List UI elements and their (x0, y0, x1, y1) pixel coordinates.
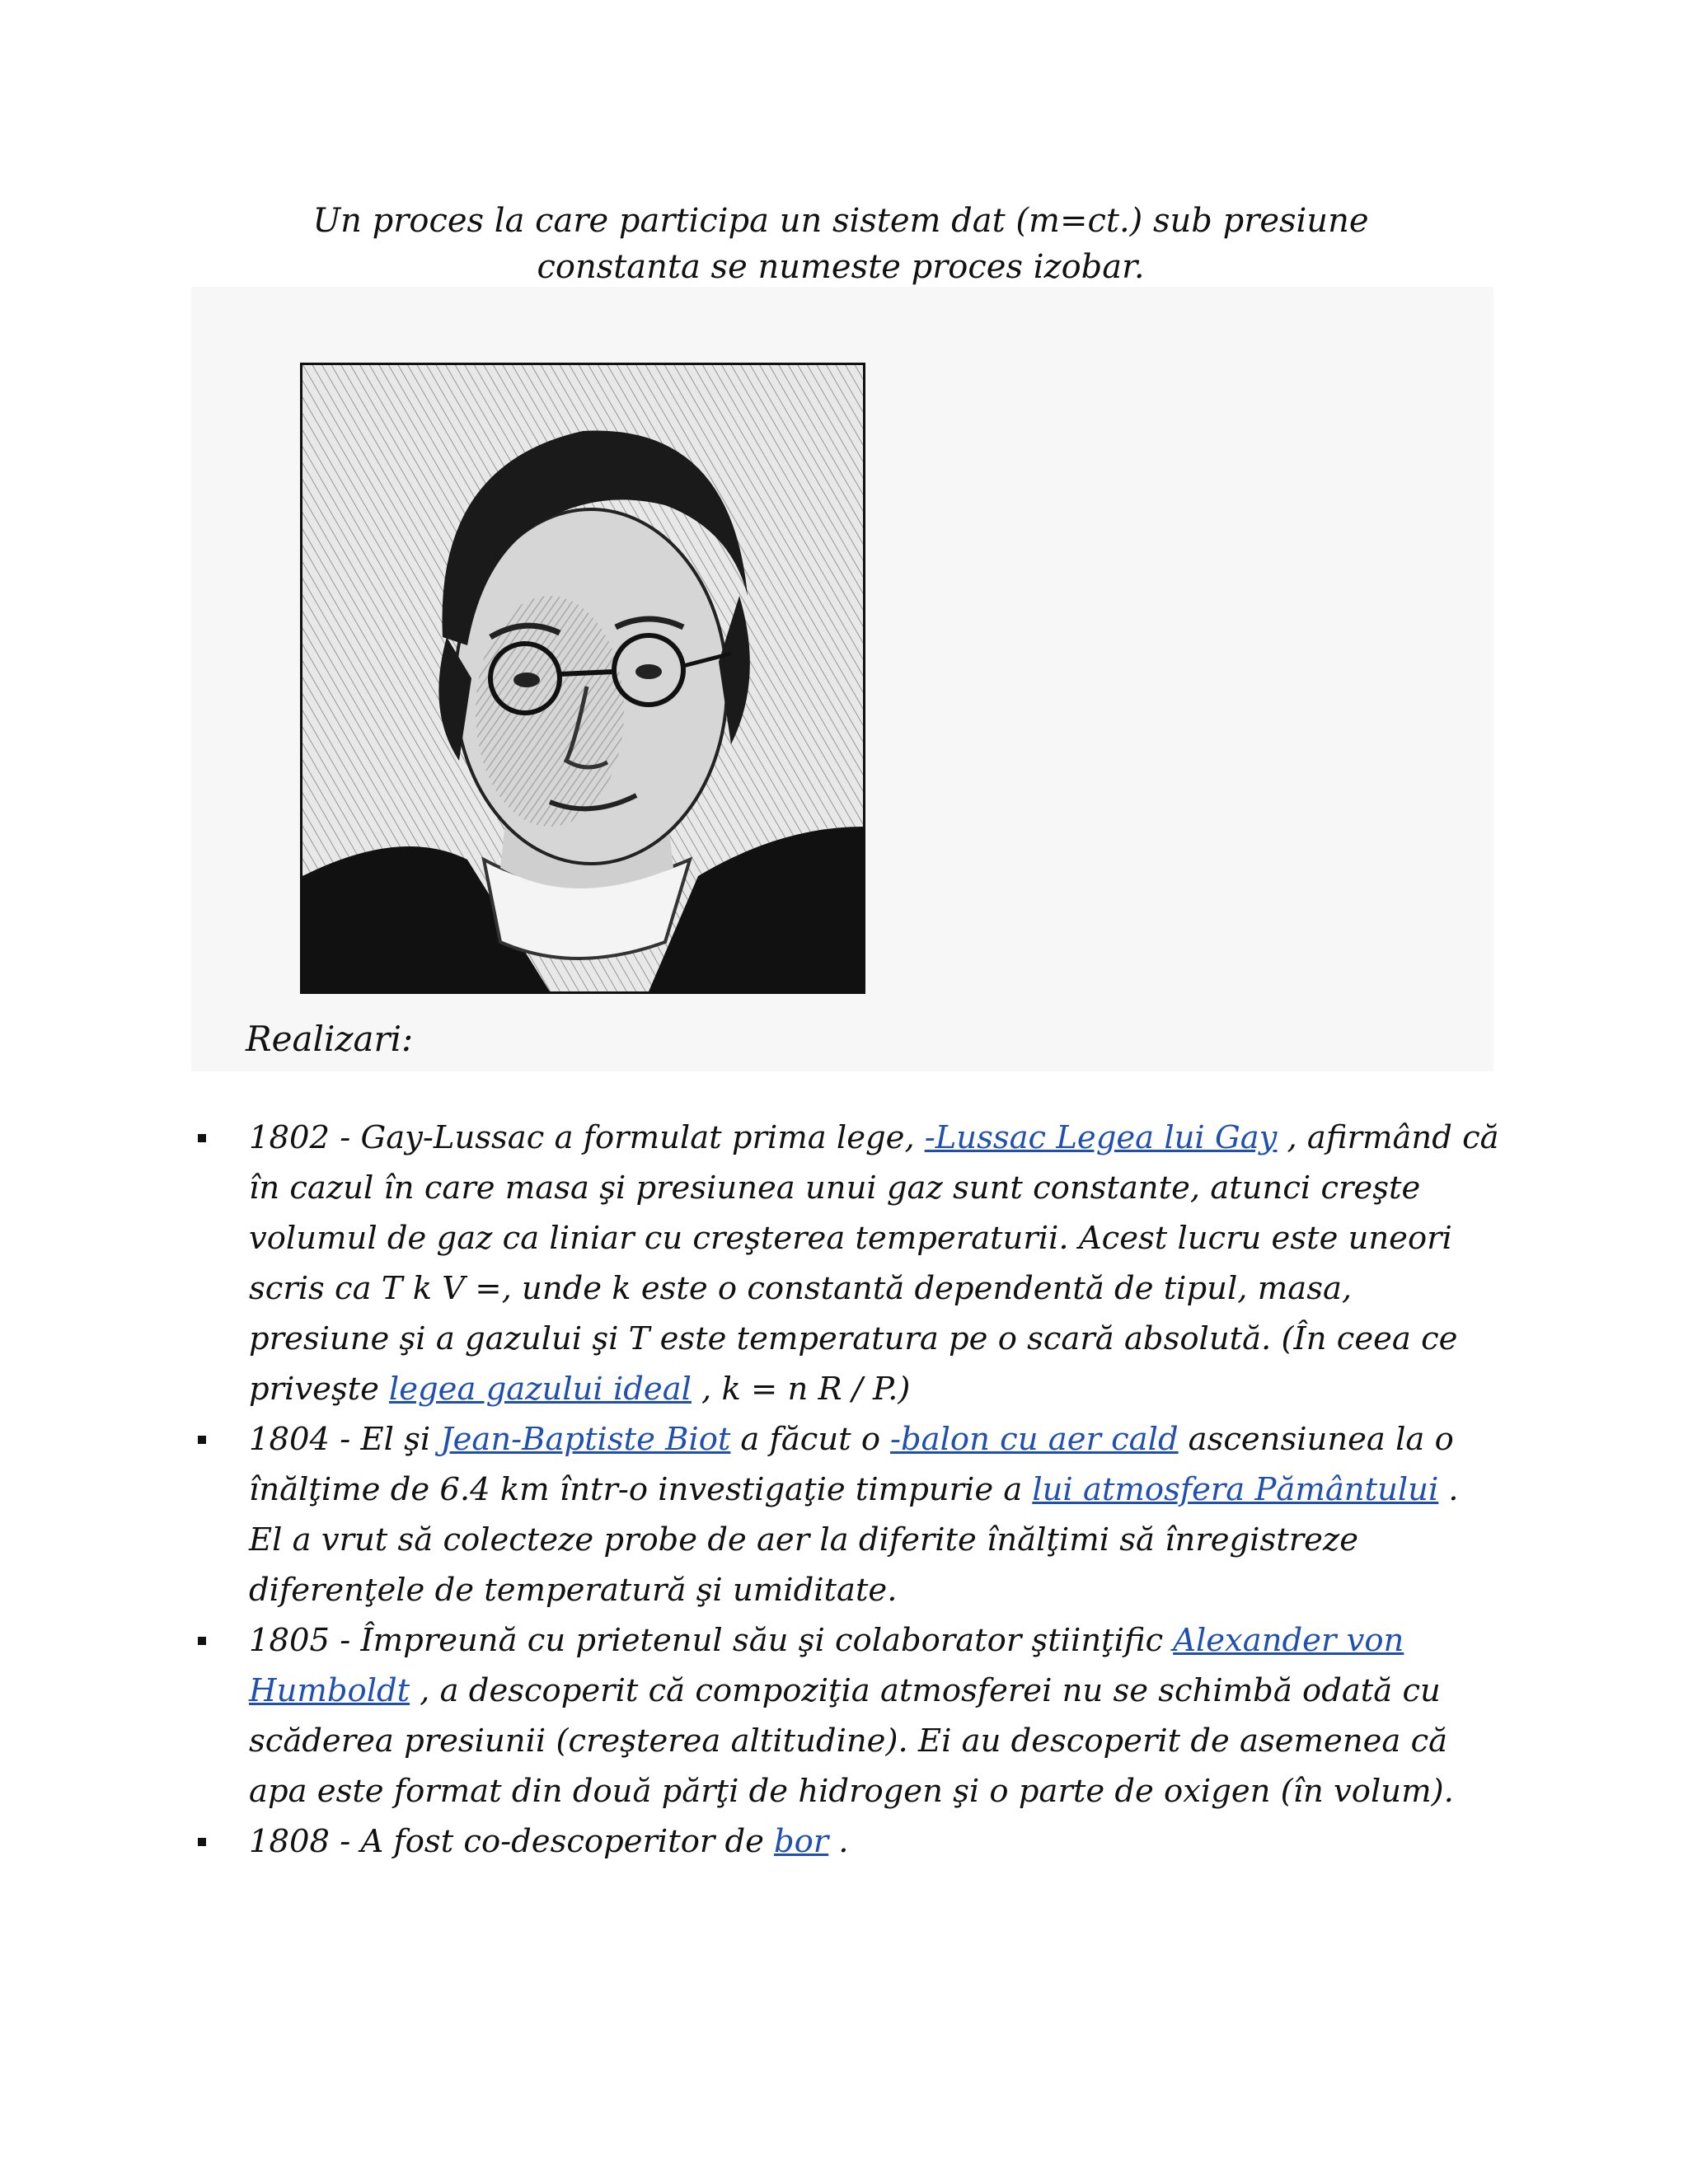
item-text: , a descoperit că compoziţia atmosferei nu se schimbă odată cu scăderea presiunii (creşterea altitudine). Ei au descoperit de asemenea că apa este format din două părţi de hidrogen şi o parte de oxigen (în volum). (249, 1672, 1454, 1810)
link-balon-cu-aer-cald[interactable]: -balon cu aer cald (890, 1421, 1179, 1458)
item-text: ascensiunea la o înălţime de 6.4 km într-o investigaţie timpurie a (249, 1421, 1454, 1508)
list-item (198, 1414, 1500, 1615)
list-item (198, 1816, 1500, 1867)
link-atmosfera-pamantului[interactable]: lui atmosfera Pământului (1032, 1471, 1439, 1508)
square-bullet-icon (198, 1134, 206, 1142)
square-bullet-icon (198, 1637, 206, 1645)
square-bullet-icon (198, 1838, 206, 1846)
intro-line-1: Un proces la care participa un sistem dat (m=ct.) sub presiune (312, 202, 1369, 240)
portrait-panel (191, 287, 1493, 1071)
link-legea-gazului-ideal[interactable]: legea gazului ideal (388, 1371, 692, 1408)
item-text: . (838, 1823, 849, 1860)
intro-line-2: constanta se numeste proces izobar. (537, 248, 1145, 286)
link-alexander-von-humboldt[interactable]: Alexander von Humboldt (249, 1622, 1404, 1709)
achievements-list (198, 1113, 1500, 1867)
list-item (198, 1615, 1500, 1816)
section-title: Realizari: (246, 1019, 414, 1059)
intro-paragraph (198, 198, 1484, 290)
item-text: 1802 - Gay-Lussac a formulat prima lege, (249, 1119, 915, 1156)
link-legea-lui-gay-lussac[interactable]: -Lussac Legea lui Gay (924, 1119, 1278, 1156)
item-text: . El a vrut să colecteze probe de aer la diferite înălţimi să înregistreze diferenţele de temperatură şi umiditate. (249, 1471, 1459, 1609)
link-jean-baptiste-biot[interactable]: Jean-Baptiste Biot (440, 1421, 731, 1458)
item-text: 1808 - A fost co-descoperitor de (249, 1823, 764, 1860)
link-bor[interactable]: bor (773, 1823, 829, 1860)
list-item (198, 1113, 1500, 1414)
portrait-image (300, 363, 865, 994)
item-text: , k = n R / P.) (701, 1371, 911, 1408)
item-text: , afirmând că în cazul în care masa şi presiunea unui gaz sunt constante, atunci creşte volumul de gaz ca liniar cu creşterea temperaturii. Acest lucru este uneori scris ca T k V =, unde k este o constantă dependentă de tipul, masa, presiune şi a gazului şi T este temperatura pe o scară absolută. (În ceea ce priveşte (249, 1119, 1499, 1408)
item-text: a făcut o (740, 1421, 881, 1458)
item-text: 1804 - El şi (249, 1421, 431, 1458)
item-text: 1805 - Împreună cu prietenul său şi colaborator ştiinţific (249, 1622, 1164, 1659)
square-bullet-icon (198, 1436, 206, 1444)
portrait-drawing (302, 365, 863, 991)
